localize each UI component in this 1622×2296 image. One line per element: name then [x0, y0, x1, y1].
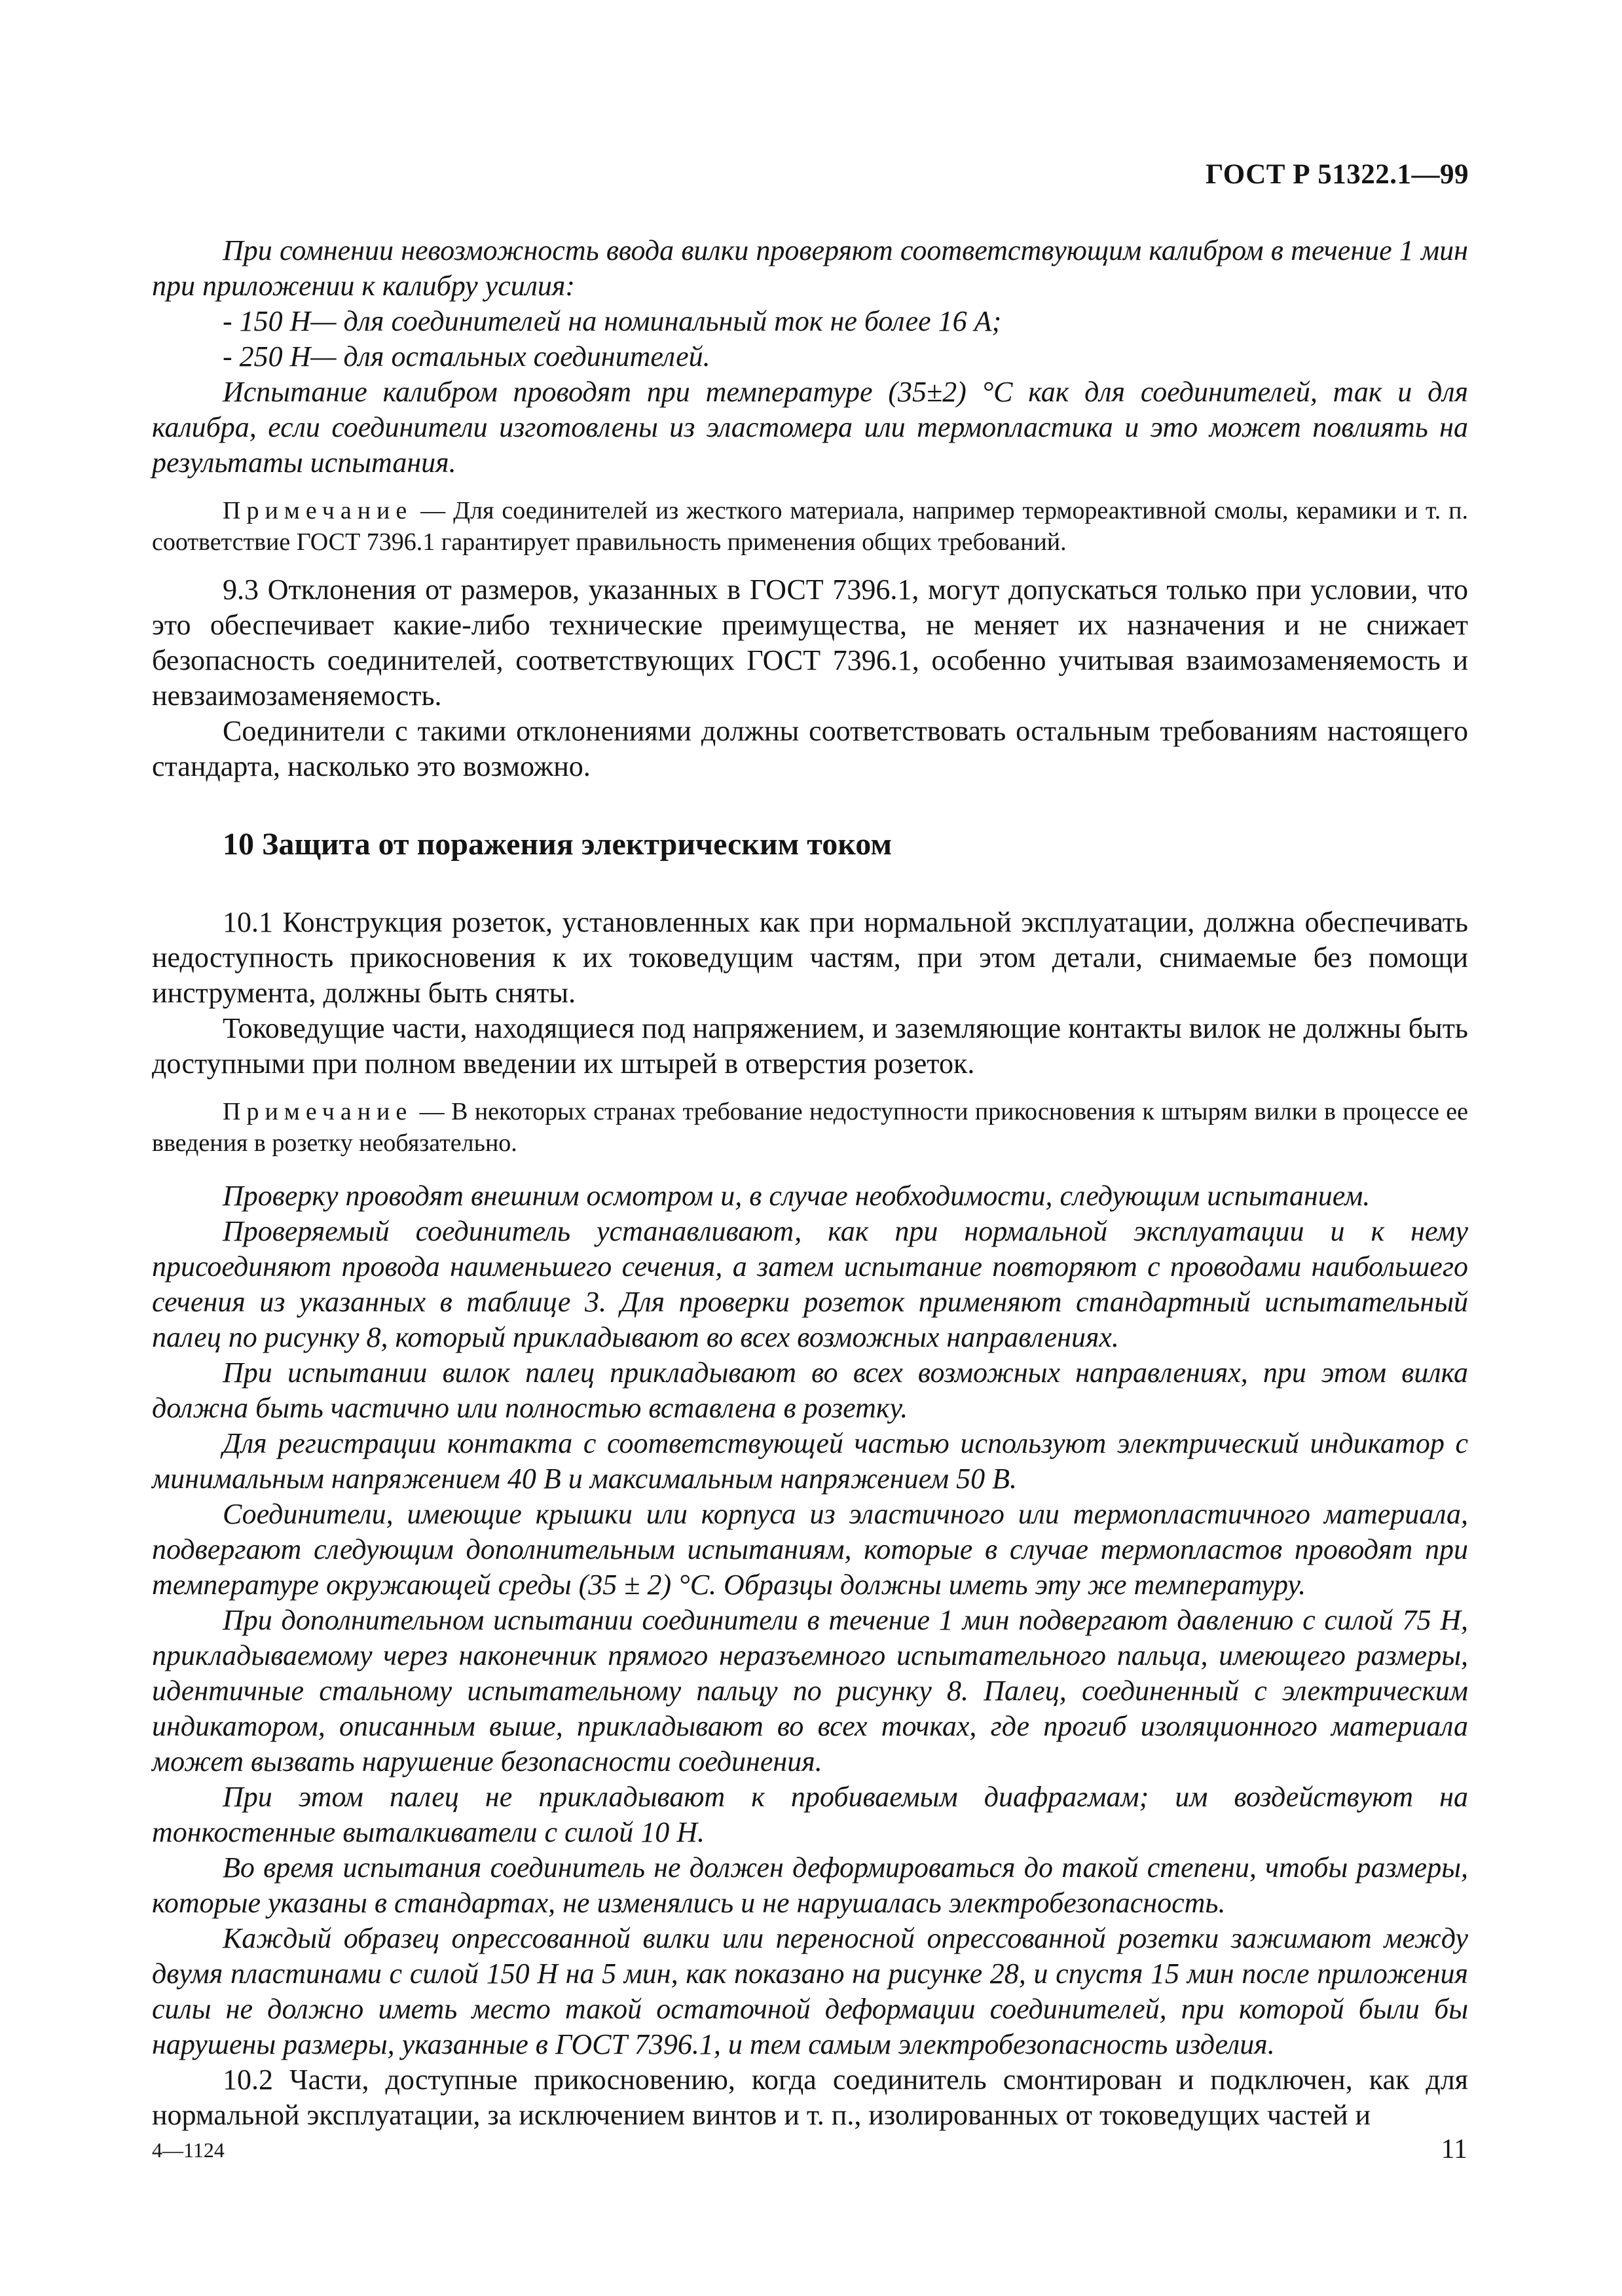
- paragraph-calibre-check: При сомнении невозможность ввода вилки проверяют соответствующим калибром в течение 1 мин при приложении к калибру усилия:: [152, 234, 1468, 302]
- spacer: [152, 1082, 1468, 1096]
- spacer: [152, 1159, 1468, 1178]
- paragraph-deformation: Во время испытания соединитель не должен деформироваться до такой степени, чтобы размеры, которые указаны в стандартах, не изменялись и не нарушалась электробезопасность.: [152, 1851, 1468, 1919]
- paragraph-diaphragms: При этом палец не прикладывают к пробиваемым диафрагмам; им воздействуют на тонкостенные выталкиватели с силой 10 Н.: [152, 1781, 1468, 1848]
- paragraph-moulded-plug: Каждый образец опрессованной вилки или переносной опрессованной розетки зажимают между двумя пластинами с силой 150 Н на 5 мин, как показано на рисунке 28, и спустя 15 мин после приложения силы не должно иметь место такой остаточной деформации соединителей, при которой были бы нарушены размеры, указанные в ГОСТ 7396.1, и тем самым электробезопасность изделия.: [152, 1922, 1468, 2060]
- paragraph-inspection: Проверку проводят внешним осмотром и, в случае необходимости, следующим испытанием.: [223, 1180, 1371, 1212]
- spacer: [152, 784, 1468, 825]
- document-number-header: ГОСТ Р 51322.1—99: [1205, 159, 1469, 190]
- paragraph-10-1: 10.1 Конструкция розеток, установленных как при нормальной эксплуатации, должна обеспечивать недоступность прикосновения к их токоведущим частям, при этом детали, снимаемые без помощи инструмента, должны быть сняты.: [152, 906, 1468, 1009]
- page-number: 11: [1441, 2134, 1467, 2164]
- list-item-250n: - 250 Н— для остальных соединителей.: [223, 340, 710, 373]
- paragraph-9-3: 9.3 Отклонения от размеров, указанных в ГОСТ 7396.1, могут допускаться только при условии, что это обеспечивает какие-либо технические преимущества, не меняет их назначения и не снижает безопасность соединителей, соответствующих ГОСТ 7396.1, особенно учитывая взаимозаменяемость и невзаимозаменяемость.: [152, 574, 1468, 712]
- list-item-150n: - 150 Н— для соединителей на номинальный ток не более 16 А;: [223, 305, 1002, 337]
- paragraph-additional-test: При дополнительном испытании соединители в течение 1 мин подвергают давлению с силой 75 Н, прикладываемому через наконечник прямого неразъемного испытательного пальца, имеющего размеры, идентичные стальному испытательному пальцу по рисунку 8. Палец, соединенный с электрическим индикатором, описанным выше, прикладывают во всех точках, где прогиб изоляционного материала может вызвать нарушение безопасности соединения.: [152, 1604, 1468, 1777]
- print-code: 4—1124: [152, 2138, 225, 2162]
- note-label: Примечание: [223, 1098, 413, 1125]
- paragraph-calibre-temperature: Испытание калибром проводят при температуре (35±2) °С как для соединителей, так и для калибра, если соединители изготовлены из эластомера или термопластика и это может повлиять на результаты испытания.: [152, 376, 1468, 479]
- paragraph-indicator: Для регистрации контакта с соответствующей частью используют электрический индикатор с минимальным напряжением 40 В и максимальным напряжением 50 В.: [152, 1427, 1468, 1495]
- spacer: [152, 481, 1468, 495]
- page-content: [152, 233, 1468, 2133]
- note-pin-access: [152, 1096, 1468, 1159]
- paragraph-live-parts: Токоведущие части, находящиеся под напряжением, и заземляющие контакты вилок не должны быть доступными при полном введении их штырей в отверстия розеток.: [152, 1012, 1468, 1080]
- section-heading-10: 10 Защита от поражения электрическим током: [223, 827, 893, 862]
- note-text: — Для соединителей из жесткого материала, например термореактивной смолы, керамики и т. п. соответствие ГОСТ 7396.1 гарантирует правильность применения общих требований.: [152, 497, 1468, 556]
- spacer: [152, 864, 1468, 905]
- paragraph-10-2: 10.2 Части, доступные прикосновению, когда соединитель смонтирован и подключен, как для нормальной эксплуатации, за исключением винтов и т. п., изолированных от токоведущих частей и: [152, 2064, 1468, 2131]
- note-label: Примечание: [223, 497, 413, 524]
- paragraph-plug-test: При испытании вилок палец прикладывают во всех возможных направлениях, при этом вилка должна быть частично или полностью вставлена в розетку.: [152, 1357, 1468, 1424]
- note-rigid-material: [152, 495, 1468, 558]
- paragraph-elastic-covers: Соединители, имеющие крышки или корпуса из эластичного или термопластичного материала, подвергают следующим дополнительным испытаниям, которые в случае термопластов проводят при температуре окружающей среды (35 ± 2) °С. Образцы должны иметь эту же температуру.: [152, 1498, 1468, 1601]
- paragraph-deviations: Соединители с такими отклонениями должны соответствовать остальным требованиям настоящего стандарта, насколько это возможно.: [152, 715, 1468, 782]
- note-text: — В некоторых странах требование недоступности прикосновения к штырям вилки в процессе ее введения в розетку необязательно.: [152, 1098, 1468, 1157]
- paragraph-test-finger: Проверяемый соединитель устанавливают, как при нормальной эксплуатации и к нему присоединяют провода наименьшего сечения, а затем испытание повторяют с проводами наибольшего сечения из указанных в таблице 3. Для проверки розеток применяют стандартный испытательный палец по рисунку 8, который прикладывают во всех возможных направлениях.: [152, 1215, 1468, 1353]
- spacer: [152, 558, 1468, 572]
